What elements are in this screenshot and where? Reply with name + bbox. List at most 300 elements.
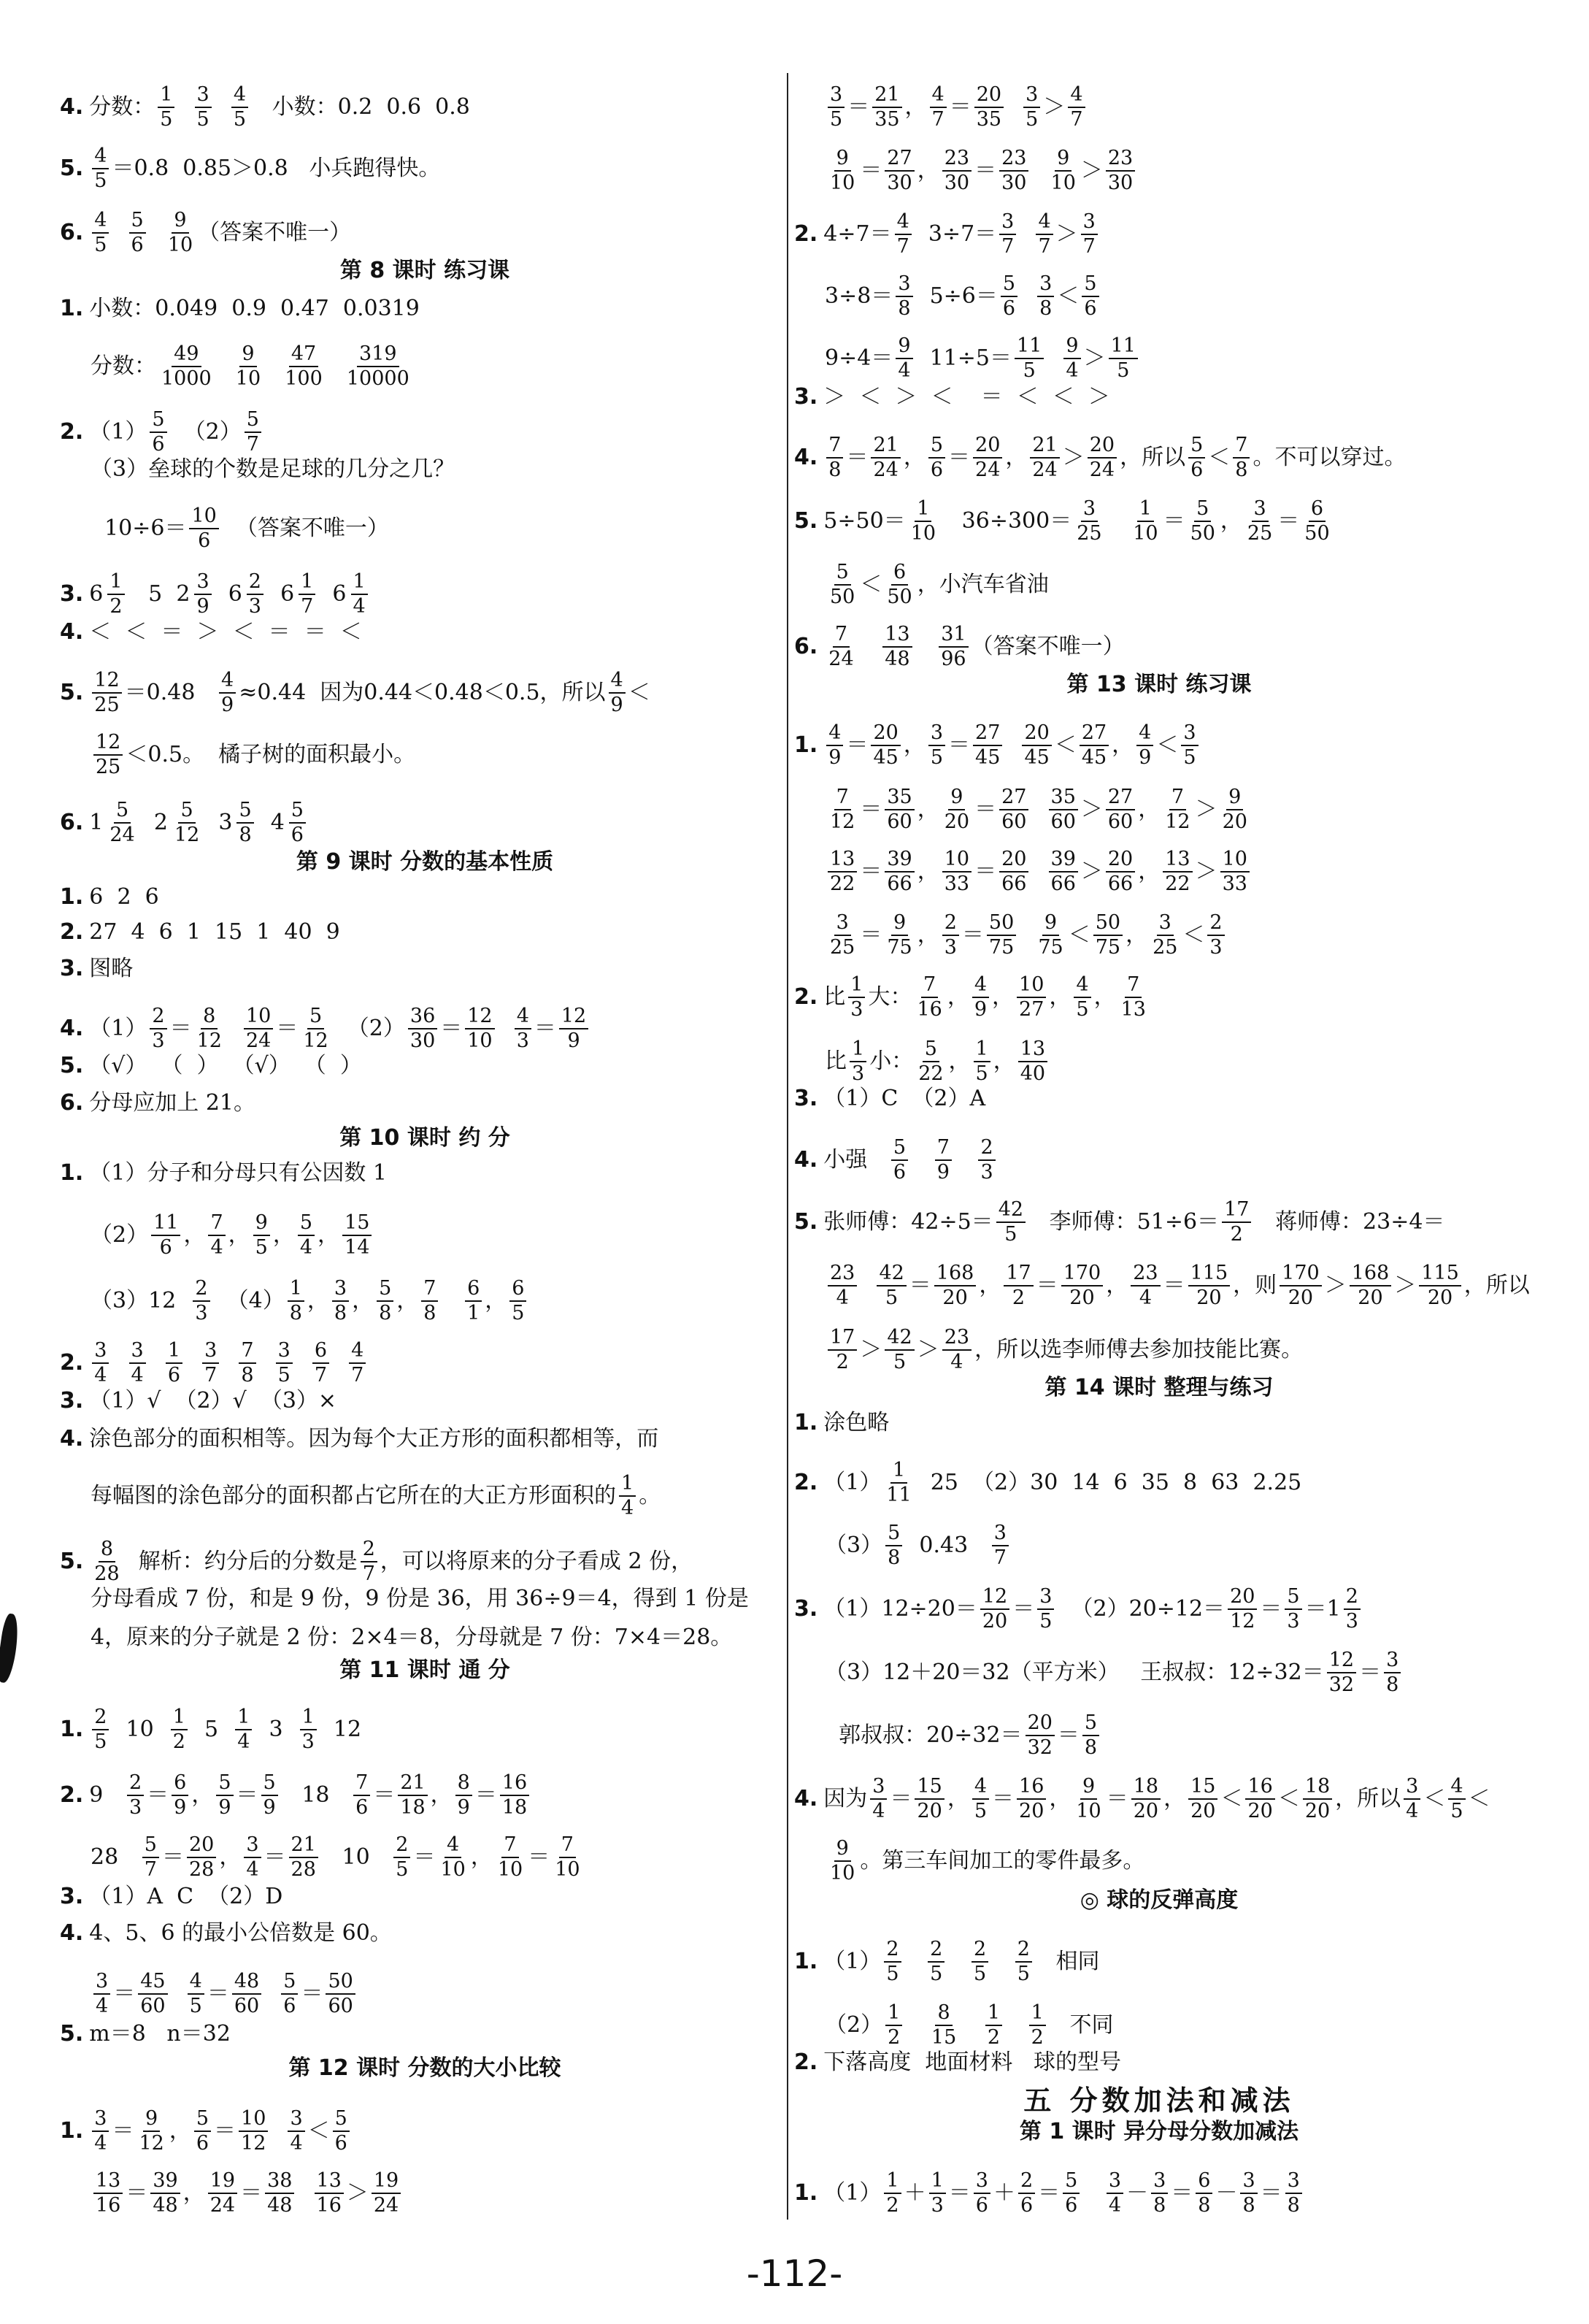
fraction	[1220, 849, 1250, 895]
fraction	[1017, 1776, 1046, 1822]
question-number: 3.	[794, 1086, 818, 1111]
question-number: 2.	[60, 419, 84, 445]
denominator: 6	[355, 1796, 369, 1819]
denominator: 12	[139, 2132, 164, 2155]
numerator: 3	[202, 1341, 219, 1364]
denominator: 28	[291, 1858, 316, 1882]
fraction	[559, 1006, 588, 1052]
denominator: 8	[1153, 2194, 1166, 2217]
denominator: 5	[930, 746, 944, 770]
fraction	[232, 1971, 261, 2017]
denominator: 2	[1012, 1286, 1026, 1310]
question-number: 2.	[60, 1350, 84, 1376]
denominator: 24	[1032, 459, 1058, 482]
numerator: 48	[232, 1971, 261, 1995]
fraction	[884, 1460, 913, 1506]
denominator: 16	[917, 998, 942, 1021]
denominator: 13	[1120, 998, 1146, 1021]
fraction	[93, 732, 123, 778]
fraction	[1074, 1776, 1103, 1822]
fraction	[465, 1006, 494, 1052]
denominator: 6	[283, 1995, 296, 2018]
fraction	[1303, 1776, 1332, 1822]
numerator: 2	[978, 1138, 995, 1161]
answer-text	[318, 583, 332, 605]
denominator: 6	[196, 2132, 209, 2155]
numerator: 21	[872, 85, 901, 108]
numerator: 5	[114, 800, 131, 824]
fraction	[1131, 1776, 1161, 1822]
denominator: 5	[1450, 1800, 1463, 1823]
denominator: 5	[396, 1858, 409, 1882]
answer-text	[947, 1951, 969, 1973]
denominator: 100	[285, 367, 323, 391]
denominator: 75	[887, 936, 912, 959]
answer-text: ＝	[949, 94, 972, 120]
fraction	[973, 723, 1002, 769]
fraction	[298, 1213, 315, 1259]
answer-text: 小数：0.049 0.9 0.47 0.0319	[89, 296, 420, 321]
answer-text: 图略	[89, 956, 134, 981]
answer-line	[60, 1539, 693, 1585]
denominator: 7	[362, 1562, 375, 1586]
denominator: 10	[830, 1862, 855, 1885]
answer-text: ，	[917, 859, 939, 885]
mixed-number	[280, 572, 318, 618]
fraction	[1017, 975, 1046, 1021]
numerator: 9	[1042, 913, 1059, 936]
fraction	[1080, 723, 1109, 769]
numerator: 3	[92, 1341, 109, 1364]
fraction	[885, 562, 914, 608]
answer-text: ＞	[1195, 859, 1217, 885]
fraction	[150, 410, 166, 456]
answer-text: ＝	[1163, 508, 1185, 534]
answer-text	[264, 1983, 278, 2005]
answer-line	[825, 85, 1088, 131]
answer-text: ，	[1049, 984, 1071, 1010]
question-number: 2.	[794, 984, 818, 1010]
fraction	[619, 1473, 636, 1519]
answer-text: ＝	[860, 158, 882, 184]
answer-text: ＝	[169, 1016, 192, 1042]
fraction	[928, 723, 945, 769]
denominator: 9	[610, 694, 623, 717]
fraction	[1151, 2171, 1168, 2217]
answer-text: ＝	[846, 732, 869, 759]
numerator: 1	[107, 572, 124, 595]
numerator: 39	[885, 849, 914, 873]
answer-text: （答案不唯一）	[971, 634, 1125, 660]
numerator: 5	[333, 2109, 350, 2132]
answer-text: 因为	[823, 1786, 868, 1812]
question-number: 5.	[794, 508, 818, 534]
answer-text: ＝	[948, 445, 971, 471]
denominator: 18	[501, 1796, 528, 1819]
answer-text: ＝0.48	[124, 680, 217, 706]
numerator: 20	[1106, 849, 1135, 873]
denominator: 10	[235, 367, 261, 391]
fraction	[1037, 1587, 1054, 1633]
denominator: 12	[830, 810, 855, 834]
answer-line	[825, 849, 1253, 895]
answer-line	[794, 1088, 985, 1110]
numerator: 13	[93, 2171, 123, 2194]
numerator: 19	[372, 2171, 401, 2194]
numerator: 16	[500, 1773, 529, 1796]
numerator: 3	[1151, 2171, 1168, 2194]
fraction	[1088, 435, 1117, 481]
numerator: 9	[172, 210, 188, 234]
numerator: 1	[929, 2171, 946, 2194]
answer-text: 分母应加上 21。	[89, 1090, 255, 1116]
fraction	[1404, 1776, 1420, 1822]
whole-part: 6	[332, 581, 347, 607]
whole-part: 2	[153, 810, 168, 836]
answer-text	[112, 222, 126, 244]
answer-text	[297, 2182, 311, 2204]
numerator: 9	[834, 148, 851, 172]
denominator: 16	[96, 2194, 121, 2217]
answer-text: 。不可以穿过。	[1253, 445, 1407, 471]
answer-text: ＝	[1260, 2180, 1282, 2206]
numerator: 2	[150, 1006, 166, 1029]
denominator: 2	[109, 595, 123, 618]
numerator: 36	[408, 1006, 437, 1029]
answer-line	[794, 624, 1125, 670]
answer-text	[911, 1149, 932, 1171]
answer-line	[825, 787, 1253, 833]
fraction	[1030, 435, 1059, 481]
fraction	[377, 1278, 393, 1324]
fraction	[234, 344, 263, 390]
answer-text: 9÷4＝	[825, 345, 893, 372]
fraction	[465, 1278, 482, 1324]
answer-text: ＞	[1062, 445, 1085, 471]
numerator: 319	[357, 344, 399, 367]
denominator: 20	[1019, 1800, 1044, 1823]
answer-text: ＞	[1080, 859, 1103, 885]
answer-line	[60, 410, 264, 456]
denominator: 24	[209, 2194, 236, 2217]
denominator: 3	[152, 1029, 165, 1053]
question-number: 4.	[60, 1016, 84, 1042]
numerator: 45	[138, 1971, 167, 1995]
numerator: 27	[885, 148, 914, 172]
numerator: 12	[1327, 1650, 1356, 1673]
numerator: 3	[1252, 499, 1269, 522]
answer-text: 4、5、6 的最小公倍数是 60。	[89, 1920, 392, 1946]
denominator: 8	[241, 1364, 254, 1387]
fraction	[850, 1039, 866, 1085]
answer-text: ＋	[993, 2180, 1015, 2206]
answer-text: （3）12＋20＝32（平方米） 王叔叔：12÷32＝	[825, 1660, 1324, 1686]
fraction	[142, 1835, 159, 1881]
denominator: 60	[140, 1995, 166, 2018]
numerator: 9	[1080, 1776, 1097, 1800]
denominator: 5	[94, 169, 107, 193]
numerator: 5	[1063, 2171, 1080, 2194]
numerator: 1	[351, 572, 368, 595]
denominator: 3	[195, 1302, 208, 1325]
answer-text: ＝	[474, 1782, 497, 1809]
answer-text: 5	[127, 581, 177, 607]
denominator: 6	[291, 824, 304, 847]
question-number: 4.	[60, 619, 84, 645]
question-number: 5.	[60, 1053, 84, 1078]
answer-text: 不同	[1048, 2012, 1114, 2039]
answer-text: ，所以选李师傅去参加技能比赛。	[974, 1337, 1304, 1363]
denominator: 9	[974, 998, 988, 1021]
answer-line	[794, 1412, 889, 1434]
answer-line	[60, 210, 351, 256]
numerator: 12	[980, 1587, 1009, 1610]
answer-text	[112, 1352, 126, 1374]
answer-text: ，	[1049, 1786, 1071, 1812]
fraction	[885, 1327, 914, 1373]
question-number: 1.	[60, 296, 84, 321]
numerator: 20	[999, 849, 1028, 873]
answer-text: ，小汽车省油	[917, 572, 1049, 598]
fraction	[942, 913, 959, 959]
denominator: 6	[1084, 297, 1097, 321]
fraction	[985, 2003, 1002, 2049]
answer-text: （1）C （2）A	[823, 1086, 986, 1111]
numerator: 3	[1285, 2171, 1302, 2194]
answer-text: 9	[89, 1782, 124, 1809]
numerator: 5	[1001, 274, 1017, 297]
denominator: 28	[188, 1858, 215, 1882]
fraction	[942, 787, 972, 833]
answer-text: ，	[307, 1288, 329, 1314]
fraction	[1082, 274, 1099, 320]
numerator: 2	[127, 1773, 144, 1796]
denominator: 45	[975, 746, 1001, 770]
fraction	[231, 85, 248, 131]
answer-text: 解析：约分后的分数是	[124, 1549, 358, 1575]
answer-text: （1）	[89, 419, 147, 445]
fraction	[158, 85, 174, 131]
answer-text	[171, 1983, 185, 2005]
answer-text	[257, 812, 271, 834]
denominator: 60	[1001, 810, 1027, 834]
numerator: 7	[208, 1213, 225, 1236]
question-number: 6.	[60, 220, 84, 246]
whole-part: 2	[176, 581, 191, 607]
fraction	[288, 1278, 304, 1324]
denominator: 20	[982, 1610, 1008, 1633]
fraction	[193, 1278, 209, 1324]
denominator: 3	[1209, 936, 1223, 959]
fraction	[107, 800, 136, 846]
fraction	[509, 1278, 526, 1324]
fraction	[939, 624, 968, 670]
answer-line	[91, 344, 415, 390]
fraction	[871, 435, 900, 481]
answer-text	[217, 356, 231, 377]
denominator: 6	[159, 1236, 172, 1259]
numerator: 39	[1049, 849, 1078, 873]
fraction	[1188, 435, 1205, 481]
denominator: 3	[128, 1796, 142, 1819]
question-number: 6.	[794, 634, 818, 660]
denominator: 5	[160, 108, 173, 131]
fraction	[194, 2109, 211, 2155]
question-number: 5.	[60, 1549, 84, 1575]
answer-line	[91, 1971, 358, 2017]
question-number: 1.	[794, 1949, 818, 1975]
numerator: 42	[885, 1327, 914, 1351]
numerator: 4	[826, 723, 843, 746]
answer-text: ＜	[1423, 1786, 1446, 1812]
answer-text	[1031, 861, 1045, 883]
answer-text	[1005, 2014, 1026, 2036]
fraction	[972, 975, 989, 1021]
numerator: 1	[915, 499, 931, 522]
answer-text: ，	[352, 1288, 374, 1314]
numerator: 47	[289, 344, 318, 367]
answer-line	[794, 975, 1151, 1021]
answer-text: （1）	[823, 2180, 882, 2206]
numerator: 13	[828, 849, 857, 873]
numerator: 3	[828, 85, 844, 108]
fraction	[1001, 274, 1017, 320]
fraction	[172, 1773, 188, 1819]
fraction	[1344, 1587, 1361, 1633]
denominator: 3	[1345, 1610, 1358, 1633]
numerator: 12	[559, 1006, 588, 1029]
numerator: 2	[393, 1835, 410, 1858]
numerator: 8	[935, 2003, 952, 2026]
numerator: 11	[1109, 336, 1138, 359]
fraction	[928, 435, 945, 481]
numerator: 21	[1030, 435, 1059, 459]
fraction	[828, 787, 857, 833]
answer-text: ＝	[948, 732, 971, 759]
fraction	[1106, 148, 1135, 194]
answer-text	[259, 1352, 273, 1374]
fraction	[253, 1213, 270, 1259]
numerator: 15	[342, 1213, 372, 1236]
denominator: 5	[512, 1302, 525, 1325]
answer-text: ，	[1093, 984, 1116, 1010]
answer-text: ＝0.8 0.85＞0.8 小兵跑得快。	[112, 156, 441, 182]
question-number: 4.	[794, 1147, 818, 1173]
numerator: 170	[1061, 1263, 1104, 1286]
numerator: 3	[288, 2109, 304, 2132]
denominator: 9	[221, 694, 234, 717]
denominator: 20	[1304, 1800, 1331, 1823]
denominator: 4	[1108, 2194, 1122, 2217]
numerator: 3	[1037, 1587, 1054, 1610]
answer-text: ，则	[1233, 1273, 1277, 1299]
numerator: 9	[896, 336, 912, 359]
answer-text: ，	[191, 1782, 214, 1809]
denominator: 3	[852, 1062, 865, 1086]
fraction	[236, 800, 253, 846]
denominator: 22	[830, 873, 855, 896]
answer-text: （1）	[823, 1949, 882, 1975]
denominator: 5	[233, 108, 246, 131]
question-number: 5.	[60, 2021, 84, 2047]
fraction	[1049, 849, 1078, 895]
fraction	[1026, 1713, 1055, 1759]
numerator: 4	[445, 1835, 461, 1858]
answer-text: ＜	[1068, 922, 1090, 948]
numerator: 7	[421, 1278, 438, 1302]
fraction	[870, 1776, 887, 1822]
fraction	[455, 1773, 472, 1819]
fraction	[974, 2171, 990, 2217]
numerator: 3	[1081, 212, 1098, 235]
numerator: 20	[1026, 1713, 1055, 1736]
fraction	[1029, 2003, 1046, 2049]
answer-text: ，	[903, 732, 926, 759]
answer-text	[955, 1149, 976, 1171]
answer-text: ＜	[1468, 1786, 1490, 1812]
denominator: 18	[400, 1796, 426, 1819]
numerator: 3	[1081, 499, 1098, 522]
answer-text: 4，原来的分子就是 2 份：2×4＝8，分母就是 7 份：7×4＝28。	[91, 1625, 733, 1650]
answer-text: （答案不唯一）	[198, 220, 352, 246]
fraction	[281, 1971, 298, 2017]
denominator: 5	[1039, 1610, 1053, 1633]
answer-line	[60, 621, 362, 643]
fraction	[1023, 85, 1040, 131]
answer-line	[60, 921, 340, 943]
denominator: 5	[975, 1062, 988, 1086]
fraction	[1188, 1776, 1217, 1822]
answer-text: 5÷50＝	[823, 508, 906, 534]
answer-line	[91, 2171, 404, 2217]
fraction	[136, 2109, 166, 2155]
fraction	[877, 1263, 906, 1309]
answer-text: ＞	[1043, 94, 1066, 120]
answer-text: ，	[182, 2180, 205, 2206]
denominator: 8	[828, 459, 842, 482]
answer-text: ＝	[974, 158, 997, 184]
answer-text: ＜	[1156, 732, 1179, 759]
denominator: 5	[886, 1963, 899, 1986]
denominator: 10	[1076, 1800, 1101, 1823]
fraction	[1302, 499, 1331, 545]
answer-text: ，	[430, 1782, 453, 1809]
denominator: 4	[353, 595, 366, 618]
numerator: 1	[300, 1707, 317, 1730]
numerator: 5	[129, 210, 146, 234]
denominator: 5	[1017, 1963, 1030, 1986]
answer-text: 10÷6＝	[91, 515, 187, 542]
numerator: 5	[1188, 435, 1205, 459]
fraction	[1015, 1939, 1032, 1985]
question-number: 1.	[60, 2118, 84, 2144]
fraction	[1004, 1263, 1033, 1309]
mixed-number	[176, 572, 214, 618]
fraction	[848, 975, 865, 1021]
denominator: 22	[918, 1062, 944, 1086]
answer-text: 相同	[1034, 1949, 1100, 1975]
answer-text: ＝	[1038, 2180, 1061, 2206]
fraction	[188, 1971, 204, 2017]
denominator: 24	[1089, 459, 1115, 482]
fraction	[326, 1971, 355, 2017]
numerator: 5	[377, 1278, 393, 1302]
answer-text	[904, 1951, 926, 1973]
fraction	[1196, 2171, 1212, 2217]
numerator: 9	[253, 1213, 270, 1236]
denominator: 33	[1222, 873, 1247, 896]
numerator: 6	[312, 1341, 329, 1364]
